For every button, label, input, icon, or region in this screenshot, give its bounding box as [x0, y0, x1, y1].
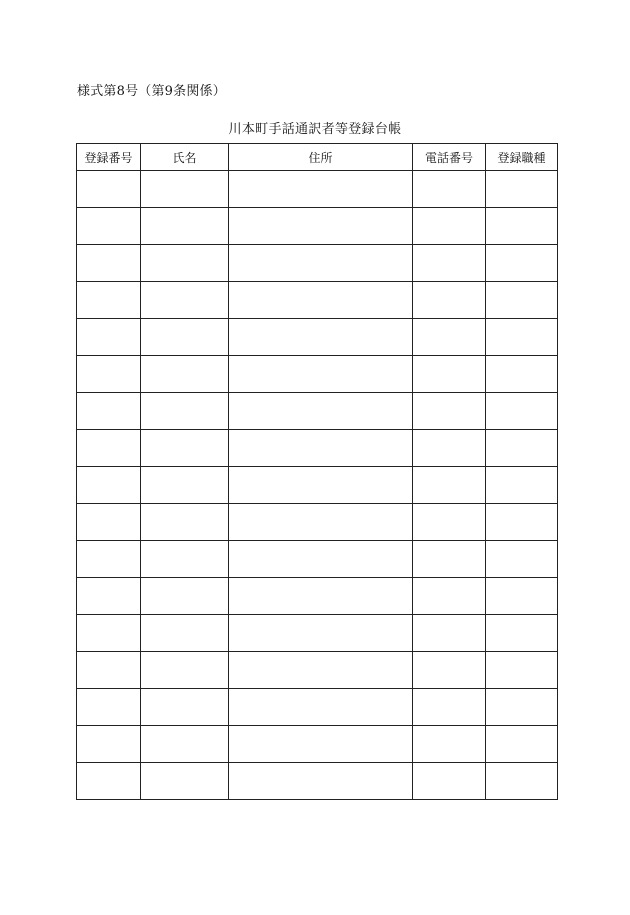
cell-name — [141, 430, 229, 467]
cell-registered-role — [486, 430, 558, 467]
cell-registration-number — [77, 652, 141, 689]
cell-registered-role — [486, 578, 558, 615]
cell-phone-number — [413, 467, 486, 504]
cell-registration-number — [77, 356, 141, 393]
cell-name — [141, 726, 229, 763]
cell-registered-role — [486, 504, 558, 541]
cell-registered-role — [486, 726, 558, 763]
cell-address — [229, 171, 413, 208]
cell-address — [229, 615, 413, 652]
cell-address — [229, 726, 413, 763]
cell-phone-number — [413, 430, 486, 467]
cell-phone-number — [413, 541, 486, 578]
cell-registration-number — [77, 393, 141, 430]
cell-phone-number — [413, 763, 486, 800]
header-registered-role: 登録職種 — [486, 144, 558, 171]
cell-name — [141, 467, 229, 504]
header-row — [77, 144, 558, 171]
cell-registration-number — [77, 208, 141, 245]
header-address: 住所 — [229, 144, 413, 171]
cell-phone-number — [413, 393, 486, 430]
cell-name — [141, 689, 229, 726]
table-row — [77, 763, 558, 800]
cell-address — [229, 578, 413, 615]
cell-registered-role — [486, 467, 558, 504]
cell-registration-number — [77, 578, 141, 615]
table-row — [77, 208, 558, 245]
cell-registered-role — [486, 319, 558, 356]
cell-registration-number — [77, 763, 141, 800]
cell-address — [229, 282, 413, 319]
cell-phone-number — [413, 282, 486, 319]
cell-address — [229, 541, 413, 578]
table-row — [77, 652, 558, 689]
cell-registration-number — [77, 319, 141, 356]
cell-registered-role — [486, 393, 558, 430]
cell-address — [229, 245, 413, 282]
cell-registration-number — [77, 467, 141, 504]
cell-registration-number — [77, 430, 141, 467]
table-row — [77, 504, 558, 541]
table-row — [77, 689, 558, 726]
cell-registration-number — [77, 245, 141, 282]
registration-table — [76, 143, 558, 800]
table-row — [77, 393, 558, 430]
table-row — [77, 171, 558, 208]
table-body — [77, 171, 558, 800]
cell-address — [229, 393, 413, 430]
cell-address — [229, 763, 413, 800]
cell-registered-role — [486, 171, 558, 208]
table-row — [77, 282, 558, 319]
cell-address — [229, 319, 413, 356]
cell-registered-role — [486, 652, 558, 689]
cell-name — [141, 356, 229, 393]
cell-name — [141, 319, 229, 356]
cell-name — [141, 393, 229, 430]
cell-phone-number — [413, 578, 486, 615]
cell-address — [229, 356, 413, 393]
cell-name — [141, 541, 229, 578]
cell-registration-number — [77, 282, 141, 319]
table-row — [77, 430, 558, 467]
cell-name — [141, 615, 229, 652]
form-number-label: 様式第8号（第9条関係） — [77, 84, 226, 99]
header-name: 氏名 — [141, 144, 229, 171]
cell-registered-role — [486, 282, 558, 319]
cell-name — [141, 504, 229, 541]
cell-name — [141, 763, 229, 800]
cell-phone-number — [413, 689, 486, 726]
table-row — [77, 615, 558, 652]
cell-phone-number — [413, 208, 486, 245]
cell-registration-number — [77, 504, 141, 541]
table-row — [77, 578, 558, 615]
cell-address — [229, 689, 413, 726]
cell-registered-role — [486, 356, 558, 393]
cell-address — [229, 467, 413, 504]
table-row — [77, 245, 558, 282]
cell-registered-role — [486, 245, 558, 282]
table-row — [77, 726, 558, 763]
cell-name — [141, 171, 229, 208]
cell-phone-number — [413, 726, 486, 763]
cell-phone-number — [413, 652, 486, 689]
document-title: 川本町手話通訳者等登録台帳 — [228, 122, 402, 137]
cell-name — [141, 208, 229, 245]
cell-address — [229, 208, 413, 245]
cell-phone-number — [413, 356, 486, 393]
header-phone-number: 電話番号 — [413, 144, 486, 171]
cell-name — [141, 245, 229, 282]
table-row — [77, 467, 558, 504]
cell-name — [141, 282, 229, 319]
cell-phone-number — [413, 504, 486, 541]
header-registration-number: 登録番号 — [77, 144, 141, 171]
cell-registration-number — [77, 726, 141, 763]
cell-address — [229, 652, 413, 689]
cell-registered-role — [486, 615, 558, 652]
table-row — [77, 356, 558, 393]
cell-registration-number — [77, 171, 141, 208]
cell-name — [141, 578, 229, 615]
cell-phone-number — [413, 245, 486, 282]
table-header — [77, 144, 558, 171]
cell-address — [229, 504, 413, 541]
cell-registered-role — [486, 541, 558, 578]
cell-phone-number — [413, 615, 486, 652]
cell-registered-role — [486, 763, 558, 800]
cell-name — [141, 652, 229, 689]
cell-registered-role — [486, 208, 558, 245]
cell-registration-number — [77, 615, 141, 652]
cell-phone-number — [413, 171, 486, 208]
table-row — [77, 319, 558, 356]
table-row — [77, 541, 558, 578]
cell-registration-number — [77, 541, 141, 578]
cell-address — [229, 430, 413, 467]
cell-registered-role — [486, 689, 558, 726]
cell-phone-number — [413, 319, 486, 356]
cell-registration-number — [77, 689, 141, 726]
